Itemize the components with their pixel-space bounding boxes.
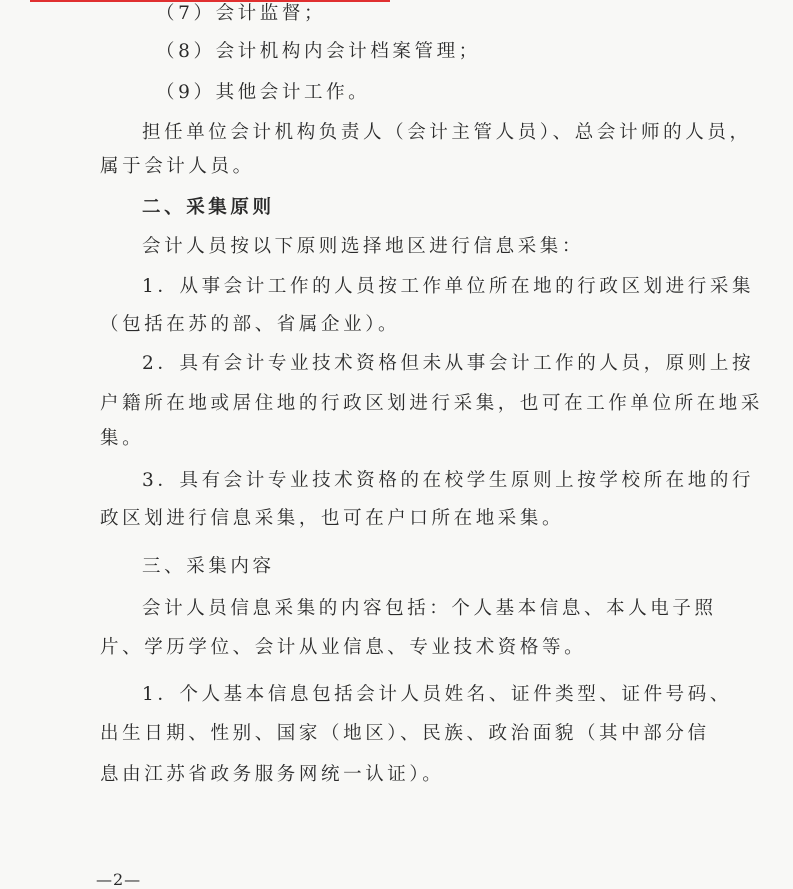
paragraph-line: 担任单位会计机构负责人（会计主管人员）、总会计师的人员，	[142, 122, 752, 143]
paragraph-line: （包括在苏的部、省属企业）。	[100, 314, 401, 335]
paragraph-line: 息由江苏省政务服务网统一认证）。	[100, 764, 445, 785]
paragraph-line: 3．具有会计专业技术资格的在校学生原则上按学校所在地的行	[142, 470, 755, 491]
list-item-8: （8）会计机构内会计档案管理；	[156, 41, 481, 62]
paragraph-line: 会计人员按以下原则选择地区进行信息采集：	[142, 236, 585, 257]
paragraph-line: 1．个人基本信息包括会计人员姓名、证件类型、证件号码、	[142, 684, 732, 705]
section-heading-principles: 二、采集原则	[142, 197, 275, 218]
page-number: —2—	[96, 870, 142, 889]
paragraph-line: 1．从事会计工作的人员按工作单位所在地的行政区划进行采集	[142, 276, 755, 297]
paragraph-line: 会计人员信息采集的内容包括：个人基本信息、本人电子照	[142, 598, 717, 619]
paragraph-line: 户籍所在地或居住地的行政区划进行采集，也可在工作单位所在地采	[100, 393, 764, 414]
paragraph-line: 集。	[100, 428, 145, 449]
paragraph-line: 属于会计人员。	[100, 156, 255, 177]
section-heading-content: 三、采集内容	[142, 556, 275, 577]
paragraph-line: 2．具有会计专业技术资格但未从事会计工作的人员，原则上按	[142, 353, 755, 374]
list-item-7: （7）会计监督；	[156, 3, 327, 24]
paragraph-line: 政区划进行信息采集，也可在户口所在地采集。	[100, 508, 565, 529]
paragraph-line: 出生日期、性别、国家（地区）、民族、政治面貌（其中部分信	[100, 723, 710, 744]
paragraph-line: 片、学历学位、会计从业信息、专业技术资格等。	[100, 637, 587, 658]
list-item-9: （9）其他会计工作。	[156, 82, 371, 103]
